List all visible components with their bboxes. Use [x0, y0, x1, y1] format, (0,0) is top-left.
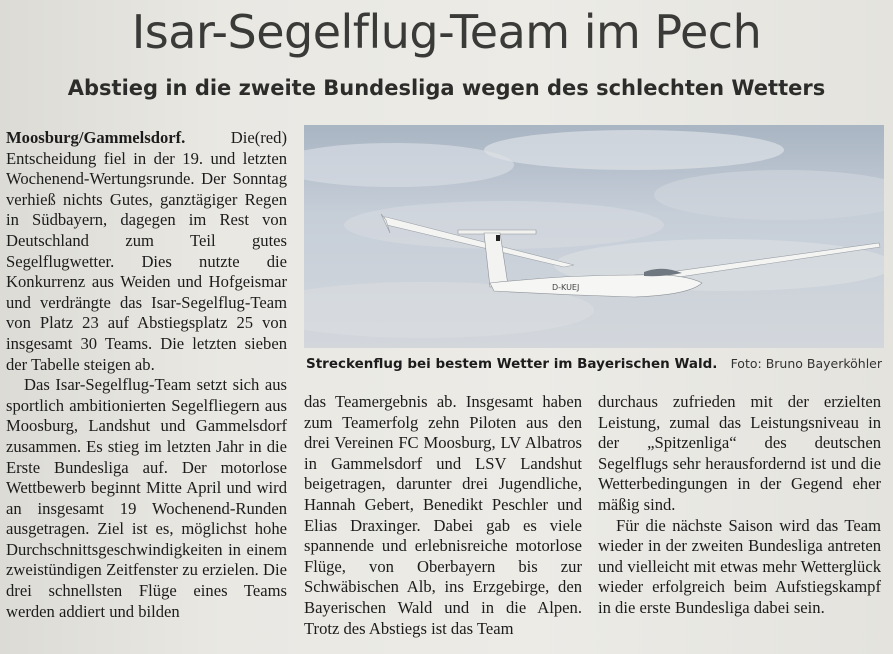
- photo-credit: Foto: Bruno Bayerköhler: [730, 356, 882, 371]
- subheadline: Abstieg in die zweite Bundesliga wegen des schlechten Wetters: [67, 76, 826, 100]
- text-column-2: [304, 392, 582, 639]
- paragraph-5: Für die nächste Saison wird das Team wieder in der zweiten Bundesliga antreten und vielleicht mit etwas mehr Wetterglück wieder erfolgreich beim Aufstiegskampf in die erste Bundesliga dabei sein.: [598, 515, 881, 617]
- glider-registration: D-KUEJ: [552, 283, 580, 292]
- paragraph-1: Die Entscheidung fiel in der 19. und letzten Wochenend-Wertungsrunde. Der Sonntag verhieß nichts Gutes, ganztägiger Regen in Südbayern, dagegen im Rest von Deutschland zum Teil gutes Segelflugwetter. Dies nutzte die Konkurrenz aus Weiden und Hofgeismar und verdrängte das Isar-Segelflug-Team von Platz 23 auf Abstiegsplatz 25 von insgesamt 30 Teams. Die letzten sieben der Tabelle steigen ab.: [6, 128, 287, 374]
- text-column-1: [6, 128, 287, 622]
- dateline: Moosburg/Gammelsdorf.: [6, 128, 186, 147]
- headline: Isar-Segelflug-Team im Pech: [131, 5, 762, 59]
- glider-illustration: [304, 125, 884, 348]
- photo-caption: [306, 353, 884, 377]
- lead-paragraph: [6, 128, 287, 375]
- text-column-3: [598, 392, 881, 619]
- paragraph-3: das Teamergebnis ab. Insgesamt haben zum Teamerfolg zehn Piloten aus den drei Vereinen FC Moosburg, LV Albatros in Gammelsdorf und LSV Landshut beigetragen, darunter drei Jugendliche, Hannah Gebert, Benedikt Peschler und Elias Draxinger. Dabei gab es viele spannende und erlebnisreiche motorlose Flüge, von Oberbayern bis zur Schwäbischen Alb, ins Erzgebirge, den Bayerischen Wald und in die Alpen. Trotz des Abstiegs ist das Team: [304, 392, 582, 638]
- paragraph-2: Das Isar-Segelflug-Team setzt sich aus sportlich ambitionierten Segelfliegern aus Moosburg, Landshut und Gammelsdorf zusammen. Es stieg im letzten Jahr in die Erste Bundesliga auf. Der motorlose Wettbewerb beginnt Mitte April und wird an insgesamt 19 Wochenend-Runden ausgetragen. Ziel ist es, möglichst hohe Durchschnittsgeschwindigkeiten in einem zweistündigen Zeitfenster zu erzielen. Die drei schnellsten Flüge eines Teams werden addiert und bilden: [6, 375, 287, 621]
- paragraph-4: durchaus zufrieden mit der erzielten Leistung, zumal das Leistungsniveau in der „Spitzenliga“ des deutschen Segelflugs sehr herausfordernd ist und die Wetterbedingungen in der Gegend eher mäßig sind.: [598, 392, 881, 514]
- author-tag: (red): [254, 128, 287, 147]
- caption-text: Streckenflug bei bestem Wetter im Bayerischen Wald.: [306, 356, 718, 372]
- glider-photo: [304, 125, 884, 348]
